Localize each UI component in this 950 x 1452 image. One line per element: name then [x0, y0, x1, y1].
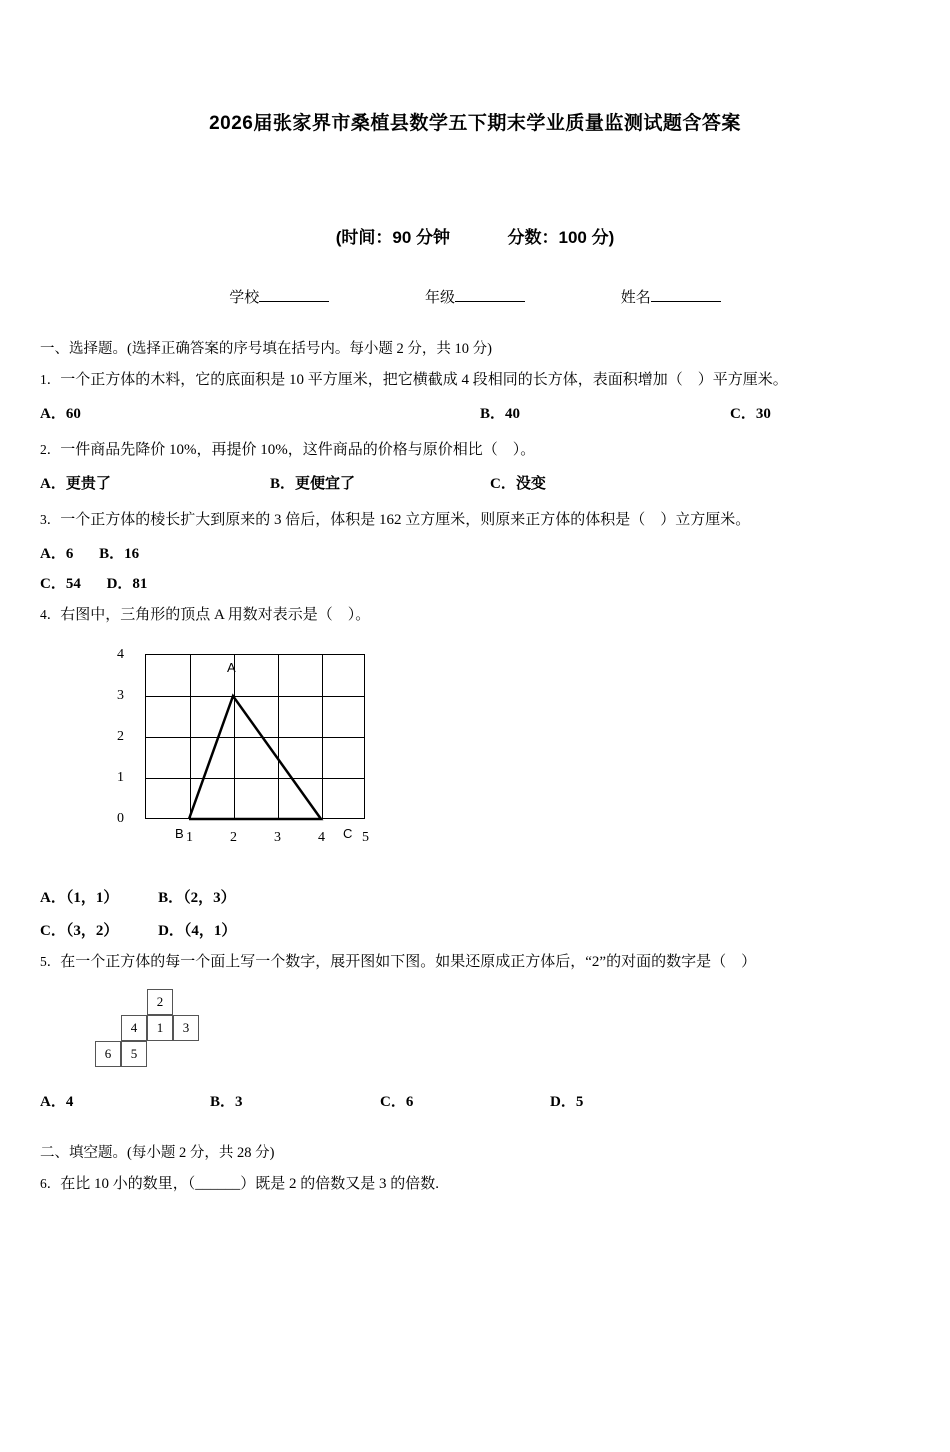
field-name-blank[interactable] — [651, 287, 721, 302]
field-grade-blank[interactable] — [455, 287, 525, 302]
question-4 — [40, 602, 910, 628]
field-name-label: 姓名 — [620, 290, 651, 306]
net-cell-2: 2 — [147, 989, 173, 1015]
question-2-option-c[interactable]: C．没变 — [490, 476, 546, 492]
question-1-text: 一个正方体的木料，它的底面积是 10 平方厘米，把它横截成 4 段相同的长方体，表面积增加（ ）平方厘米。 — [60, 372, 788, 388]
point-label-a: A — [227, 660, 236, 675]
question-2 — [40, 437, 910, 463]
question-1-options — [40, 402, 910, 428]
question-4-option-b[interactable]: B．（2，3） — [158, 890, 236, 906]
question-6 — [40, 1171, 910, 1197]
coordinate-grid-figure — [95, 644, 395, 874]
exam-score: 分数：100 分) — [507, 228, 615, 247]
question-4-option-a[interactable]: A．（1，1） — [40, 890, 119, 906]
net-cell-4: 4 — [121, 1015, 147, 1041]
question-3-number: 3． — [40, 511, 61, 527]
question-3-options-line1 — [40, 542, 910, 563]
cube-net-figure — [95, 989, 335, 1081]
field-school-label: 学校 — [229, 290, 260, 306]
exam-time: (时间：90 分钟 — [335, 228, 451, 247]
question-3 — [40, 507, 910, 533]
net-cell-1: 1 — [147, 1015, 173, 1041]
page-title: 2026届张家界市桑植县数学五下期末学业质量监测试题含答案 — [209, 113, 741, 134]
question-4-number: 4． — [40, 606, 61, 622]
question-3-option-c[interactable]: C．54 — [40, 575, 81, 592]
question-3-options-line2 — [40, 572, 910, 593]
question-5-options — [40, 1090, 910, 1111]
question-4-option-d[interactable]: D．（4，1） — [158, 923, 237, 939]
question-1-option-a[interactable]: A．60 — [40, 406, 81, 423]
point-label-b: B — [175, 826, 184, 841]
question-1-number: 1． — [40, 372, 61, 387]
section-heading-choice: 一、选择题。(选择正确答案的序号填在括号内。每小题 2 分，共 10 分) — [40, 341, 492, 357]
question-3-option-b[interactable]: B．16 — [99, 545, 140, 562]
question-3-option-d[interactable]: D．81 — [106, 575, 148, 592]
question-1 — [40, 367, 910, 393]
question-5 — [40, 949, 910, 975]
question-4-options-line1 — [40, 886, 910, 907]
question-4-text: 右图中，三角形的顶点 A 用数对表示是（ ）。 — [60, 606, 371, 623]
document-page — [0, 108, 950, 1452]
y-tick-0: 0 — [117, 811, 124, 826]
y-tick-4: 4 — [117, 647, 124, 662]
x-tick-1: 1 — [186, 830, 193, 845]
x-tick-4: 4 — [318, 830, 325, 845]
question-6-text: 在比 10 小的数里，（______）既是 2 的倍数又是 3 的倍数. — [60, 1176, 440, 1193]
question-1-option-b[interactable]: B．40 — [480, 406, 521, 423]
field-school-blank[interactable] — [259, 287, 329, 302]
y-tick-1: 1 — [117, 770, 124, 785]
field-grade — [425, 286, 525, 307]
field-school — [229, 286, 329, 307]
question-6-number: 6． — [40, 1176, 61, 1192]
question-3-text: 一个正方体的棱长扩大到原来的 3 倍后，体积是 162 立方厘米，则原来正方体的体积是（ ）立方厘米。 — [60, 511, 751, 528]
question-5-option-c[interactable]: C．6 — [380, 1094, 414, 1111]
question-5-number: 5． — [40, 954, 61, 969]
x-tick-2: 2 — [230, 830, 237, 845]
student-fields — [40, 286, 910, 307]
question-5-option-a[interactable]: A．4 — [40, 1094, 74, 1111]
question-3-option-a[interactable]: A．6 — [40, 545, 74, 562]
exam-meta — [40, 223, 910, 248]
question-2-option-a[interactable]: A．更贵了 — [40, 476, 111, 492]
question-5-text: 在一个正方体的每一个面上写一个数字，展开图如下图。如果还原成正方体后，“2”的对面的数字是（ ） — [60, 954, 757, 970]
section-heading-fill: 二、填空题。(每小题 2 分，共 28 分) — [40, 1145, 275, 1162]
net-cell-6: 6 — [95, 1041, 121, 1067]
question-4-option-c[interactable]: C．（3，2） — [40, 923, 119, 939]
x-tick-5: 5 — [362, 830, 369, 845]
question-1-option-c[interactable]: C．30 — [730, 406, 771, 423]
point-label-c: C — [343, 826, 353, 841]
field-grade-label: 年级 — [424, 290, 455, 306]
question-2-options — [40, 472, 910, 498]
question-2-number: 2． — [40, 441, 61, 457]
triangle-shape — [145, 654, 367, 821]
net-cell-5: 5 — [121, 1041, 147, 1067]
question-2-option-b[interactable]: B．更便宜了 — [270, 476, 356, 492]
question-5-option-d[interactable]: D．5 — [550, 1094, 584, 1111]
y-tick-3: 3 — [117, 688, 124, 703]
question-2-text: 一件商品先降价 10%，再提价 10%，这件商品的价格与原价相比（ ）。 — [60, 441, 536, 458]
y-tick-2: 2 — [117, 729, 124, 744]
question-4-options-line2 — [40, 919, 910, 940]
field-name — [621, 286, 721, 307]
x-tick-3: 3 — [274, 830, 281, 845]
question-5-option-b[interactable]: B．3 — [210, 1094, 243, 1111]
net-cell-3: 3 — [173, 1015, 199, 1041]
